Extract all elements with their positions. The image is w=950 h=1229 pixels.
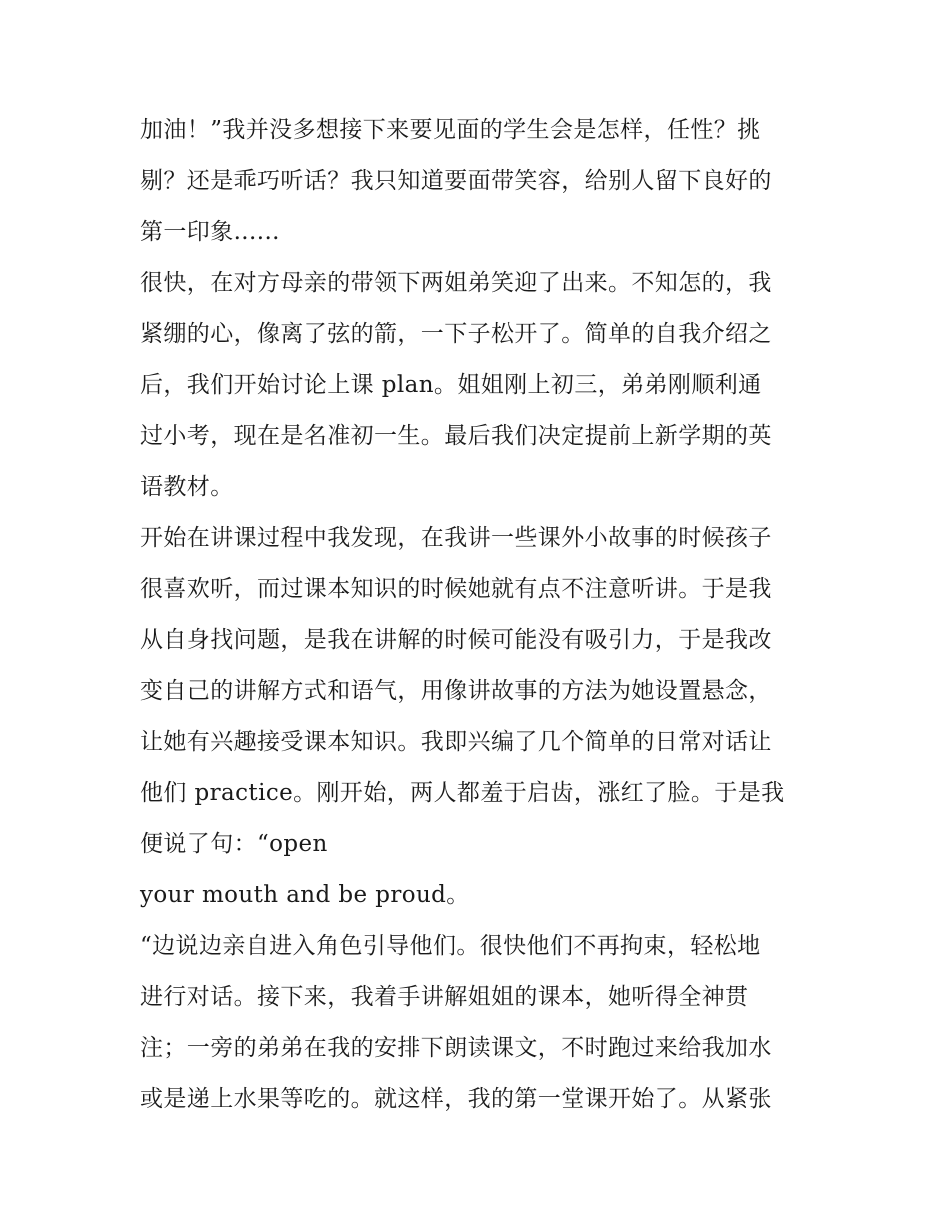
text-line: 便说了句：“open bbox=[140, 831, 328, 857]
text-line: 紧绷的心，像离了弦的箭，一下子松开了。简单的自我介绍之 bbox=[140, 321, 772, 347]
text-line: 很喜欢听，而过课本知识的时候她就有点不注意听讲。于是我 bbox=[140, 576, 772, 602]
text-line: 注；一旁的弟弟在我的安排下朗读课文，不时跑过来给我加水 bbox=[140, 1035, 772, 1061]
text-line: 第一印象...... bbox=[140, 219, 280, 245]
text-line: 从自身找问题，是我在讲解的时候可能没有吸引力，于是我改 bbox=[140, 627, 772, 653]
text-line: 语教材。 bbox=[140, 474, 234, 500]
text-line: 他们 practice。刚开始，两人都羞于启齿，涨红了脸。于是我 bbox=[140, 780, 785, 806]
text-line: 很快，在对方母亲的带领下两姐弟笑迎了出来。不知怎的，我 bbox=[140, 270, 772, 296]
body-text bbox=[140, 105, 812, 1125]
text-line: 让她有兴趣接受课本知识。我即兴编了几个简单的日常对话让 bbox=[140, 729, 772, 755]
text-line: 加油！”我并没多想接下来要见面的学生会是怎样，任性？挑 bbox=[140, 117, 761, 143]
text-line: “边说边亲自进入角色引导他们。很快他们不再拘束，轻松地 bbox=[140, 933, 761, 959]
text-line: 开始在讲课过程中我发现，在我讲一些课外小故事的时候孩子 bbox=[140, 525, 772, 551]
text-line: 进行对话。接下来，我着手讲解姐姐的课本，她听得全神贯 bbox=[140, 984, 749, 1010]
text-line: 后，我们开始讨论上课 plan。姐姐刚上初三，弟弟刚顺利通 bbox=[140, 372, 762, 398]
text-line: 剔？还是乖巧听话？我只知道要面带笑容，给别人留下良好的 bbox=[140, 168, 772, 194]
text-line: 或是递上水果等吃的。就这样，我的第一堂课开始了。从紧张 bbox=[140, 1086, 772, 1112]
text-line: your mouth and be proud。 bbox=[140, 882, 470, 908]
text-line: 变自己的讲解方式和语气，用像讲故事的方法为她设置悬念， bbox=[140, 678, 772, 704]
text-line: 过小考，现在是名准初一生。最后我们决定提前上新学期的英 bbox=[140, 423, 772, 449]
